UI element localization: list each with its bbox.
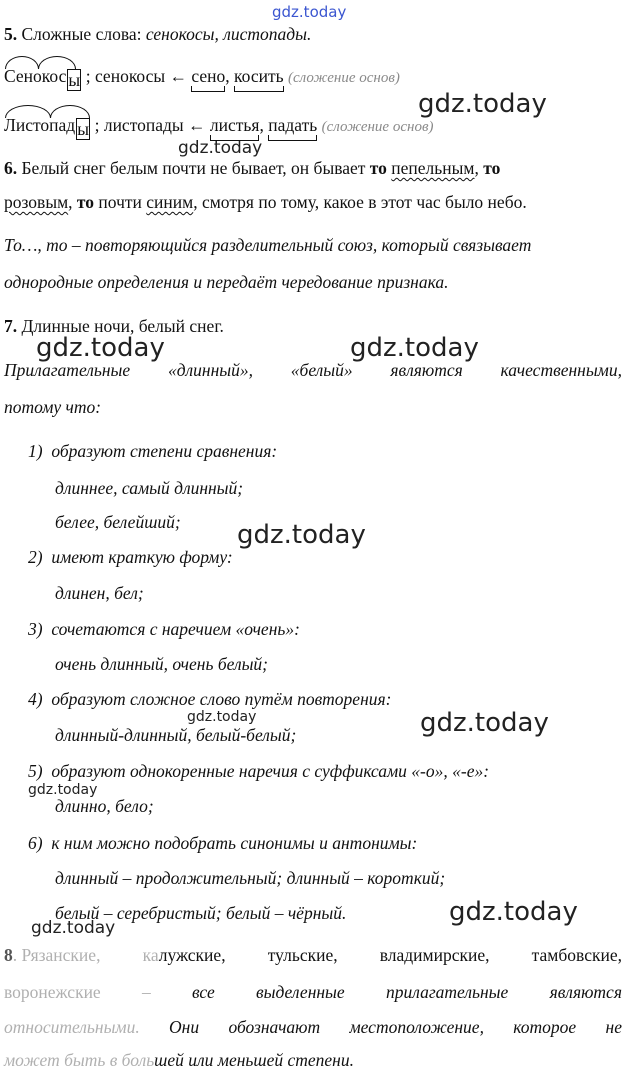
list-item: 4) образуют сложное слово путём повторения: [28,689,392,709]
watermark: gdz.today [187,709,257,725]
task6-line2: розовым, то почти синим, смотря по тому, какое в этот час было небо. [4,192,527,212]
watermark: gdz.today [418,89,547,119]
ending-box: ы [68,70,81,90]
watermark: gdz.today [36,333,165,363]
watermark: gdz.today [31,918,116,938]
list-item: 1) образуют степени сравнения: [28,441,278,461]
list-item: 2) имеют краткую форму: [28,547,233,567]
task5-row-listopady: Листопад ы ; листопады ← листья, падать (сложение основ) [4,115,433,140]
list-example: длинно, бело; [55,796,154,816]
morpheme-word: Сенокос ы [4,66,86,86]
list-example: белее, белейший; [55,512,181,532]
root-mark: косить [234,66,284,86]
watermark: gdz.today [28,782,98,798]
task7-intro-1: Прилагательные «длинный», «белый» являются качественными, [4,360,622,380]
task5-row-senokosy: Сенокос ы ; сенокосы ← сено, косить (сложение основ) [4,66,400,91]
task6-line1: 6. Белый снег белым почти не бывает, он бывает то пепельным, то [4,158,501,178]
task8-line1: 8. Рязанские, калужские, тульские, владимирские, тамбовские, [4,945,622,965]
task6-explanation-2: однородные определения и передаёт чередование признака. [4,272,449,292]
task7-heading: 7. Длинные ночи, белый снег. [4,316,224,336]
list-example: белый – серебристый; белый – чёрный. [55,903,347,923]
task7-intro-2: потому что: [4,397,102,417]
ending-box: ы [77,119,89,139]
watermark: gdz.today [420,708,549,738]
list-example: длинный – продолжительный; длинный – короткий; [55,868,446,888]
task8-line3: относительными. Они обозначают местоположение, которое не [4,1017,622,1037]
task8-line2: воронежские – все выделенные прилагательные являются [4,982,622,1002]
watermark: gdz.today [178,138,263,158]
watermark: gdz.today [350,333,479,363]
root-mark: сено [191,66,226,86]
task5-heading: 5. Сложные слова: сенокосы, листопады. [4,24,312,44]
task6-explanation-1: То…, то – повторяющийся разделительный союз, который связывает [4,235,532,255]
watermark-top: gdz.today [272,3,347,21]
list-example: очень длинный, очень белый; [55,654,269,674]
task8-line4: может быть в большей или меньшей степени. [4,1050,354,1070]
watermark: gdz.today [449,897,578,927]
root-mark: падать [268,115,318,135]
list-item: 3) сочетаются с наречием «очень»: [28,619,300,639]
root-mark: листья [209,115,260,135]
morpheme-word: Листопад ы [4,115,95,135]
list-example: длиннее, самый длинный; [55,478,244,498]
list-example: длинный-длинный, белый-белый; [55,725,297,745]
list-item: 5) образуют однокоренные наречия с суффиксами «-о», «-е»: [28,761,490,781]
watermark: gdz.today [237,520,366,550]
list-example: длинен, бел; [55,583,144,603]
list-item: 6) к ним можно подобрать синонимы и антонимы: [28,833,418,853]
